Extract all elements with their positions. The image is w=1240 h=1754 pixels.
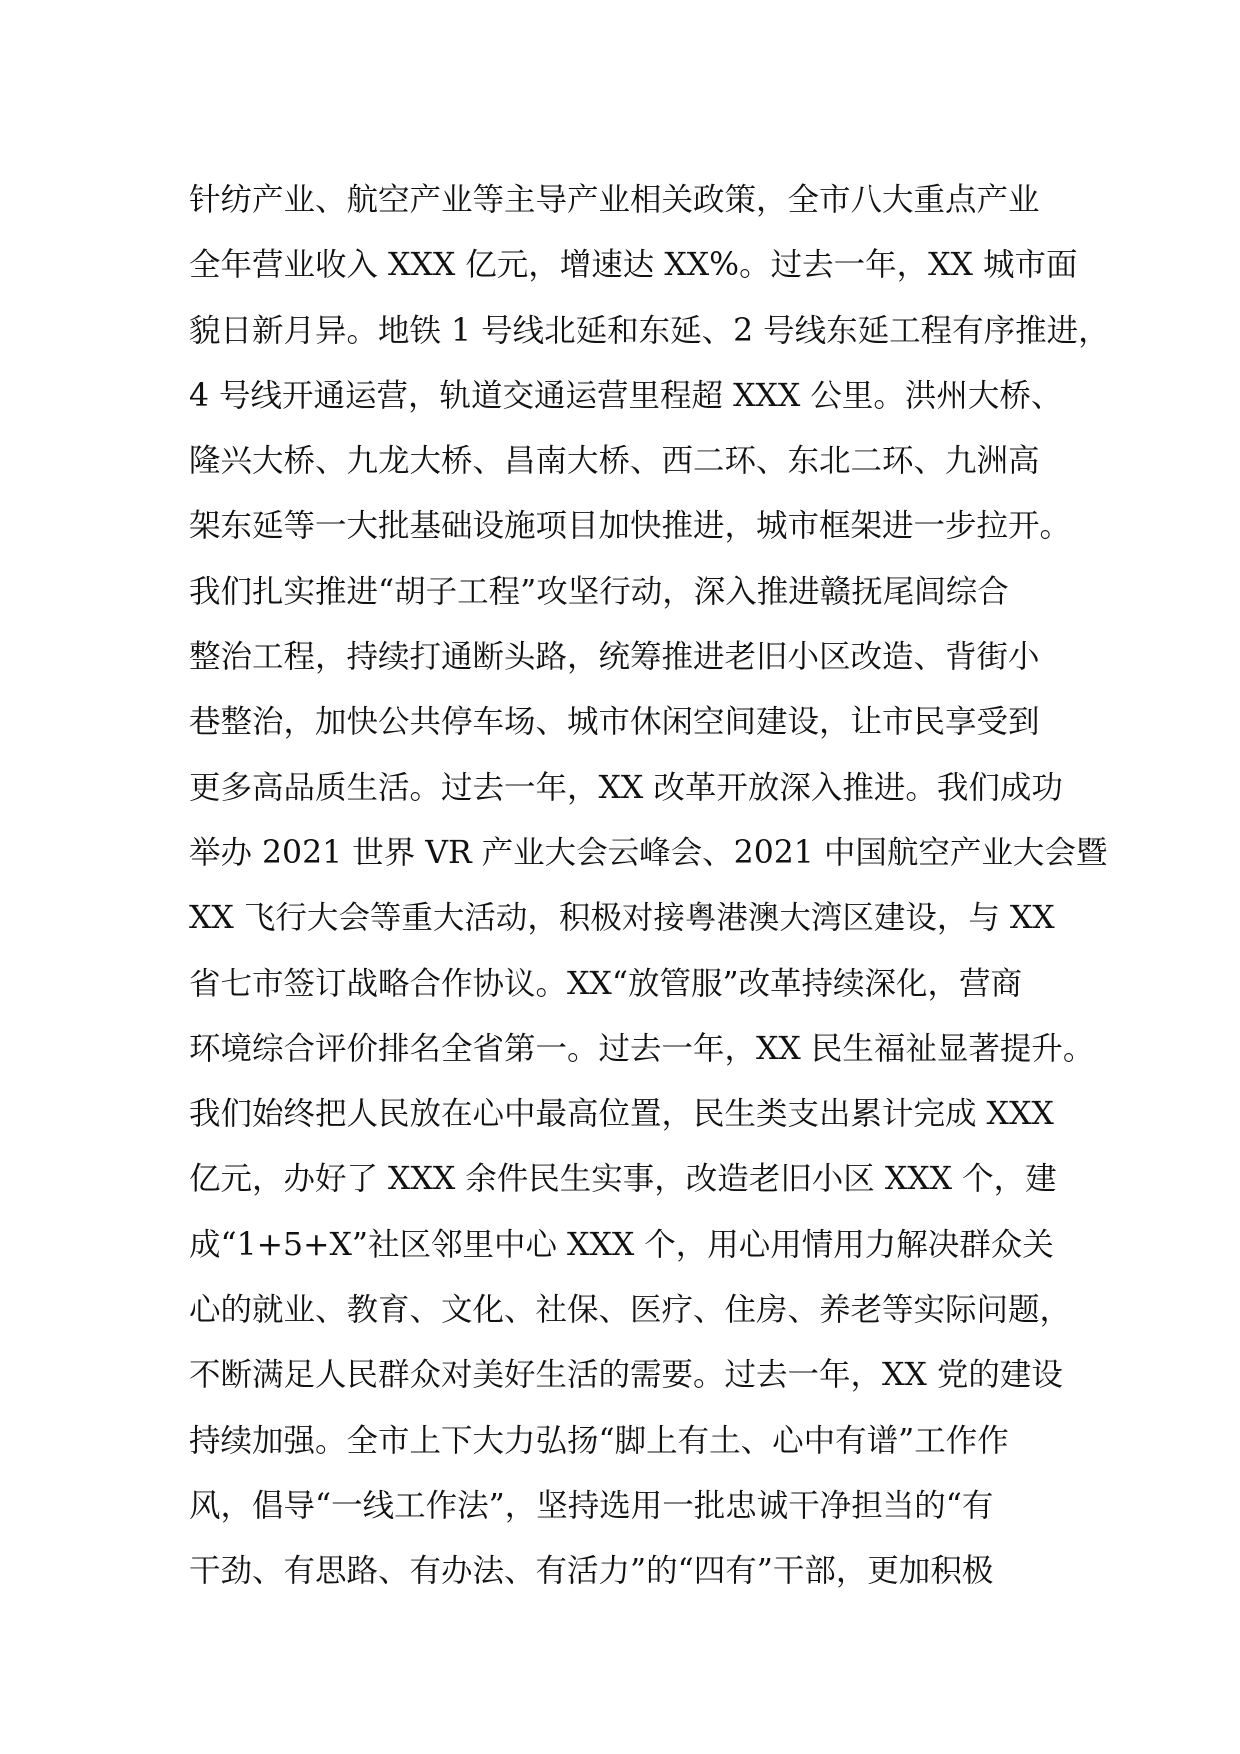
text-line: XX 飞行大会等重大活动，积极对接粤港澳大湾区建设，与 XX xyxy=(189,900,1055,937)
text-line: 持续加强。全市上下大力弘扬“脚上有土、心中有谱”工作作 xyxy=(189,1422,1009,1459)
text-line: 举办 2021 世界 VR 产业大会云峰会、2021 中国航空产业大会暨 xyxy=(189,834,1108,871)
text-line: 环境综合评价排名全省第一。过去一年，XX 民生福祉显著提升。 xyxy=(189,1030,1095,1067)
text-line: 我们始终把人民放在心中最高位置，民生类支出累计完成 XXX xyxy=(189,1096,1054,1133)
text-line: 架东延等一大批基础设施项目加快推进，城市框架进一步拉开。 xyxy=(189,508,1072,545)
text-line: 不断满足人民群众对美好生活的需要。过去一年，XX 党的建设 xyxy=(189,1357,1063,1394)
text-line: 风，倡导“一线工作法”，坚持选用一批忠诚干净担当的“有 xyxy=(189,1487,994,1524)
text-line: 更多高品质生活。过去一年，XX 改革开放深入推进。我们成功 xyxy=(189,769,1063,806)
text-line: 干劲、有思路、有办法、有活力”的“四有”干部，更加积极 xyxy=(189,1553,994,1590)
body-paragraph xyxy=(189,168,1110,1605)
text-line: 全年营业收入 XXX 亿元，增速达 XX%。过去一年，XX 城市面 xyxy=(189,247,1078,284)
text-line: 巷整治，加快公共停车场、城市休闲空间建设，让市民享受到 xyxy=(189,704,1040,741)
text-line: 隆兴大桥、九龙大桥、昌南大桥、西二环、东北二环、九洲高 xyxy=(189,443,1040,480)
text-line: 整治工程，持续打通断头路，统筹推进老旧小区改造、背街小 xyxy=(189,639,1040,676)
text-line: 我们扎实推进“胡子工程”攻坚行动，深入推进赣抚尾闾综合 xyxy=(189,573,1009,610)
text-line: 亿元，办好了 XXX 余件民生实事，改造老旧小区 XXX 个，建 xyxy=(189,1161,1057,1198)
text-line: 4 号线开通运营，轨道交通运营里程超 XXX 公里。洪州大桥、 xyxy=(189,377,1063,414)
text-line: 针纺产业、航空产业等主导产业相关政策，全市八大重点产业 xyxy=(189,182,1040,218)
text-line: 省七市签订战略合作协议。XX“放管服”改革持续深化，营商 xyxy=(189,965,1023,1002)
text-line: 貌日新月异。地铁 1 号线北延和东延、2 号线东延工程有序推进， xyxy=(189,312,1110,349)
text-line: 成“1+5+X”社区邻里中心 XXX 个，用心用情用力解决群众关 xyxy=(189,1226,1054,1263)
text-line: 心的就业、教育、文化、社保、医疗、住房、养老等实际问题， xyxy=(189,1292,1072,1329)
